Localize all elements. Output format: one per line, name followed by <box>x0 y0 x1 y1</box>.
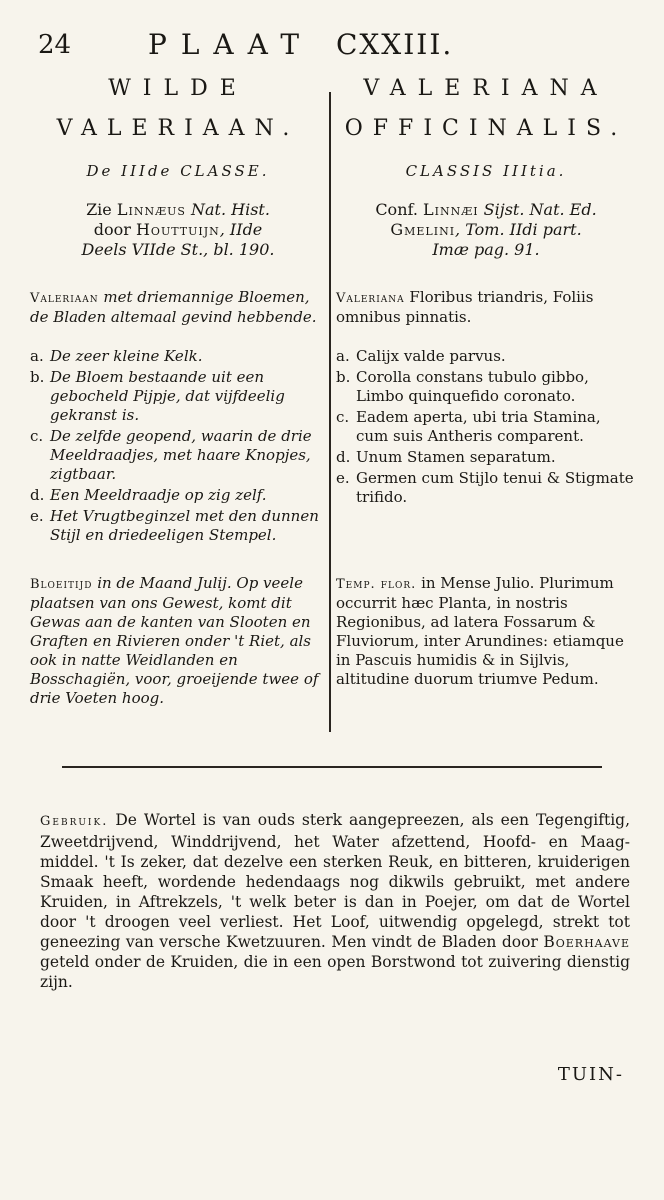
latin-reference <box>336 200 636 260</box>
item-text: Een Meeldraadje op zig zelf. <box>50 486 267 504</box>
item-label: c. <box>336 408 350 426</box>
item-text: Germen cum Stijlo tenui & Stigmate trifido. <box>356 469 634 506</box>
ref-author: Gmelini <box>390 220 456 239</box>
description-text: met driemannige Bloemen, de Bladen altemaal gevind hebbende. <box>30 288 317 326</box>
latin-title-line1: VALERIANA <box>363 76 609 101</box>
usage-paragraph <box>40 810 630 992</box>
dutch-classis: De IIIde CLASSE. <box>86 162 270 180</box>
page-number: 24 <box>38 30 72 60</box>
flowering-label: Temp. flor. <box>336 577 417 592</box>
item-text: De zeer kleine Kelk. <box>50 347 203 365</box>
ref-author: Linnæus <box>116 200 186 219</box>
dutch-title-line1: WILDE <box>108 76 248 101</box>
latin-flowering <box>336 574 636 689</box>
latin-classis: CLASSIS IIItia. <box>405 162 567 180</box>
ref-page: Imæ pag. 91. <box>432 240 540 259</box>
ref-volume: Deels VIIde St., bl. 190. <box>81 240 275 259</box>
list-item <box>336 368 636 406</box>
usage-text: De Wortel is van ouds sterk aangepreezen, als een Tegengiftig, Zweetdrijvend, Winddrijvend, het Water afzettend, Hoofd- en Maag-middel. 't Is zeker, dat dezelve een sterken Reuk, en bitteren, kruiderigen Smaak heeft, wordende hedendaags nog dikwils gebruikt, met andere Kruiden, in Aftrekzels, 't welk beter is dan in Poejer, om dat de Wortel door 't droogen veel verliest. Het Loof, uitwendig opgelegd, strekt tot geneezing van versche Kwetzuuren. Men vindt de Bladen door <box>40 811 630 951</box>
item-label: d. <box>30 486 45 504</box>
item-text: De Bloem bestaande uit een gebocheld Pijpje, dat vijfdeelig gekranst is. <box>50 368 285 424</box>
description-text: Floribus triandris, Foliis omnibus pinnatis. <box>336 288 594 326</box>
list-item <box>336 469 636 507</box>
item-text: Unum Stamen separatum. <box>356 448 556 466</box>
genus-name: Valeriana <box>336 291 405 306</box>
item-text: Calijx valde parvus. <box>356 347 506 365</box>
item-label: a. <box>336 347 350 365</box>
plate-heading <box>148 28 453 61</box>
list-item <box>30 507 326 545</box>
ref-text: door <box>93 220 136 239</box>
item-text: Eadem aperta, ubi tria Stamina, cum suis Antheris comparent. <box>356 408 601 445</box>
dutch-title-line2: VALERIAAN. <box>56 116 300 141</box>
latin-description <box>336 288 636 327</box>
list-item <box>336 448 636 467</box>
ref-work: Nat. Hist. <box>185 200 270 219</box>
item-text: Corolla constans tubulo gibbo, Limbo quinquefido coronato. <box>356 368 589 405</box>
plate-word: PLAAT <box>148 28 314 61</box>
item-text: De zelfde geopend, waarin de drie Meeldraadjes, met haare Knopjes, zigtbaar. <box>50 427 312 483</box>
usage-label: Gebruik. <box>40 814 109 829</box>
list-item <box>30 368 326 425</box>
list-item <box>30 427 326 484</box>
usage-author: Boerhaave <box>543 933 630 951</box>
latin-title-line2: OFFICINALIS. <box>344 116 628 141</box>
list-item <box>30 347 326 366</box>
item-label: e. <box>336 469 350 487</box>
section-rule <box>62 766 602 768</box>
item-label: b. <box>336 368 351 386</box>
column-divider <box>329 92 331 732</box>
ref-part: , IIde <box>219 220 263 239</box>
list-item <box>30 486 326 505</box>
item-text: Het Vrugtbeginzel met den dunnen Stijl en driedeeligen Stempel. <box>50 507 319 544</box>
usage-text-end: geteld onder de Kruiden, die in een open Borstwond tot zuivering dienstig zijn. <box>40 953 630 991</box>
item-label: e. <box>30 507 44 525</box>
item-label: b. <box>30 368 45 386</box>
catchword: TUIN- <box>557 1064 624 1085</box>
item-label: d. <box>336 448 351 466</box>
ref-text: Conf. <box>375 200 424 219</box>
dutch-flowering <box>30 574 326 708</box>
list-item <box>336 347 636 366</box>
dutch-description <box>30 288 326 327</box>
ref-work: Sijst. Nat. Ed. <box>478 200 597 219</box>
ref-text: Zie <box>86 200 117 219</box>
ref-author: Houttuijn <box>135 220 220 239</box>
dutch-reference <box>30 200 326 260</box>
flowering-text: in Mense Julio. Plurimum occurrit hæc Planta, in nostris Regionibus, ad latera Fossarum & Fluviorum, inter Arundines: etiamque in Pascuis humidis & in Sijlvis, altitudine duorum triumve Pedum. <box>336 574 624 688</box>
list-item <box>336 408 636 446</box>
flowering-label: Bloeitijd <box>30 577 93 592</box>
item-label: a. <box>30 347 44 365</box>
ref-author: Linnæi <box>423 200 479 219</box>
latin-parts-list <box>336 347 636 507</box>
item-label: c. <box>30 427 44 445</box>
plate-number: CXXIII. <box>335 28 454 61</box>
flowering-text: in de Maand Julij. Op veele plaatsen van ons Gewest, komt dit Gewas aan de kanten van Slooten en Graften en Rivieren onder 't Riet, als ook in natte Weidlanden en Bosschagiën, voor, groeijende twee of drie Voeten hoog. <box>30 574 319 707</box>
genus-name: Valeriaan <box>30 291 99 306</box>
dutch-parts-list <box>30 347 326 545</box>
ref-part: , Tom. IIdi part. <box>455 220 582 239</box>
